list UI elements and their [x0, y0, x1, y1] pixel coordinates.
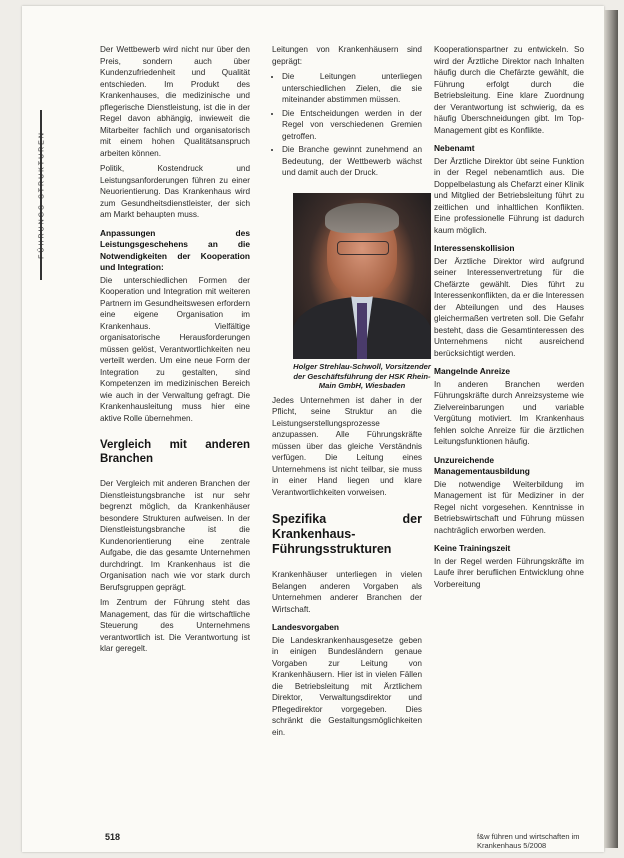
column-2 — [272, 44, 422, 742]
paragraph: Der Ärztliche Direktor übt seine Funktion in der Regel nebenamtlich aus. Die Doppelbelastung als Chefarzt einer Klinik und Mitglied der Betriebsleitung führt zu zeitlichen und inhaltlichen Konflikten. Eine professionelle Führung ist dadurch kaum möglich. — [434, 156, 584, 235]
bullet-item: • Die Branche gewinnt zunehmend an Bedeutung, der Wettbewerb wächst und damit auch der Druck. — [282, 144, 422, 179]
column-1 — [100, 44, 250, 659]
page-binding-edge — [604, 10, 618, 848]
paragraph: In der Regel werden Führungskräfte im Laufe ihrer beruflichen Entwicklung ohne Vorbereitung — [434, 556, 584, 589]
photo-tie — [357, 303, 367, 359]
subheading-interessenskollision: Interessenskollision — [434, 243, 515, 253]
subheading-trainingszeit: Keine Trainingszeit — [434, 543, 511, 553]
bullet-item: • Die Leitungen unterliegen unterschiedlichen Zielen, die sie miteinander abstimmen müssen. — [282, 71, 422, 106]
column-3 — [434, 44, 584, 594]
subheading-anreize: Mangelnde Anreize — [434, 366, 511, 376]
paragraph: Der Ärztliche Direktor wird aufgrund seiner Interessenvertretung für die Chefärzte gewählt. Dies führt zu Interessenkonflikten, da er die Interessen der Abteilungen und des Hauses gleichermaßen vertreten soll. Die Gefahr besteht, dass die Gesamtinteressen des Unternehmens nicht ausreichend berücksichtigt werden. — [434, 256, 584, 358]
photo-caption: Holger Strehlau-Schwoll, Vorsitzender der Geschäftsführung der HSK Rhein-Main GmbH, Wiesbaden — [293, 362, 431, 390]
bullet-item: • Die Entscheidungen werden in der Regel von verschiedenen Gremien getroffen. — [282, 108, 422, 143]
magazine-footer: f&w führen und wirtschaften im Krankenhaus 5/2008 — [477, 832, 580, 850]
portrait-photo — [293, 193, 431, 359]
magazine-page — [22, 6, 604, 852]
paragraph: In anderen Branchen werden Führungskräfte durch Anreizsysteme wie Zielvereinbarungen und variable Vergütung motiviert. Im Krankenhaus fehlen solche Anreize für die ärztlichen Leitungsfunktionen häufig. — [434, 379, 584, 446]
bullet-list — [272, 71, 422, 179]
section-label-text: FÜHRUNGS-STRUKTUREN — [38, 131, 46, 259]
paragraph: Der Vergleich mit anderen Branchen der Dienstleistungsbranche ist nur sehr begrenzt möglich, da Krankenhäuser besondere Strukturen aufweisen. In der Dienstleistungsbranche ist die Kundenorientierung eine zentrale Aufgabe, die das gesamte Unternehmen durchdringt. Im Krankenhaus ist die Organisation nach wie vor stark durch Berufsgruppen geprägt. — [100, 479, 250, 592]
subheading-landesvorgaben: Landesvorgaben — [272, 622, 340, 632]
paragraph: Der Wettbewerb wird nicht nur über den Preis, sondern auch über Kundenzufriedenheit und Qualität entschieden. Im Produkt des Krankenhauses, die medizinische und pflegerische Dienstleistung, ist die in der Regel davon abhängig, inwieweit die Mitarbeiter fachlich und organisatorisch mit einem hohen Qualitätsanspruch arbeiten können. — [100, 45, 250, 158]
heading-vergleich: Vergleich mit anderen Branchen — [100, 439, 250, 465]
page-number: 518 — [105, 832, 121, 842]
photo-hair — [325, 203, 399, 233]
heading-spezifika: Spezifika der Krankenhaus-Führungsstrukturen — [272, 512, 422, 556]
paragraph: Im Zentrum der Führung steht das Management, das für die wirtschaftliche Steuerung des Unternehmens verantwortlich ist. Die Verantwortung ist klar geregelt. — [100, 598, 250, 653]
paragraph: Kooperationspartner zu entwickeln. So wird der Ärztliche Direktor nach Inhalten häufig durch die Chefärzte gewählt, die Führung erfolgt durch die Betriebsleitung. Eine klare Zuordnung der Verantwortung ist schwierig, da es häufig Überschneidungen gibt. Im Top-Management gibt es Konflikte. — [434, 45, 584, 135]
section-label — [32, 110, 54, 280]
paragraph: Leitungen von Krankenhäusern sind geprägt: — [272, 45, 422, 66]
subheading-kooperation: Anpassungen des Leistungsgeschehens an die Notwendigkeiten der Kooperation und Integration: — [100, 227, 250, 272]
paragraph: Politik, Kostendruck und Leistungsanforderungen führen zu einer Neuorientierung. Das Krankenhaus wird zum Gesundheitsdienstleister, der sich am Markt behaupten muss. — [100, 164, 250, 219]
photo-glasses — [337, 241, 389, 255]
subheading-nebenamt: Nebenamt — [434, 143, 475, 153]
paragraph: Die Landeskrankenhausgesetze geben in einigen Bundesländern genaue Vorgaben zur Leitung von Krankenhäusern. Hier ist in vielen Fällen die Betriebsleitung mit Ärztlichem Direktor, Verwaltungsdirektor und Pflegedirektor vorgegeben. Dies schränkt die Gestaltungsmöglichkeiten ein. — [272, 635, 422, 737]
paragraph: Jedes Unternehmen ist daher in der Pflicht, seine Struktur an die Leistungserstellungsprozesse anzupassen. Alle Führungskräfte müssen über das gleiche Verständnis verfügen. Die Leitung eines Unternehmens ist nicht teilbar, sie muss in einer Hand liegen und klare Verantwortlichkeiten vorweisen. — [272, 395, 422, 497]
paragraph: Die unterschiedlichen Formen der Kooperation und Integration mit weiteren Partnern im Gesundheitswesen erfordern eine eigene Organisation im Krankenhaus. Vielfältige organisatorische Herausforderungen müssen gelöst, Verantwortlichkeiten neu verteilt werden. Um eine neue Form der Integration zu gestalten, sind Kompetenzen im medizinischen Bereich wie auch in der Verwaltung gefragt. Die Krankenhausleitung muss hier eine aktive Rolle übernehmen. — [100, 275, 250, 423]
paragraph: Krankenhäuser unterliegen in vielen Belangen anderen Vorgaben als Unternehmen anderer Branchen der Wirtschaft. — [272, 570, 422, 614]
subheading-managementausbildung: Unzureichende Managementausbildung — [434, 454, 530, 476]
paragraph: Die notwendige Weiterbildung im Management ist für Mediziner in der Regel nicht vorgesehen. Kenntnisse in Betriebswirtschaft und Führung müssen nachträglich erworben werden. — [434, 479, 584, 535]
